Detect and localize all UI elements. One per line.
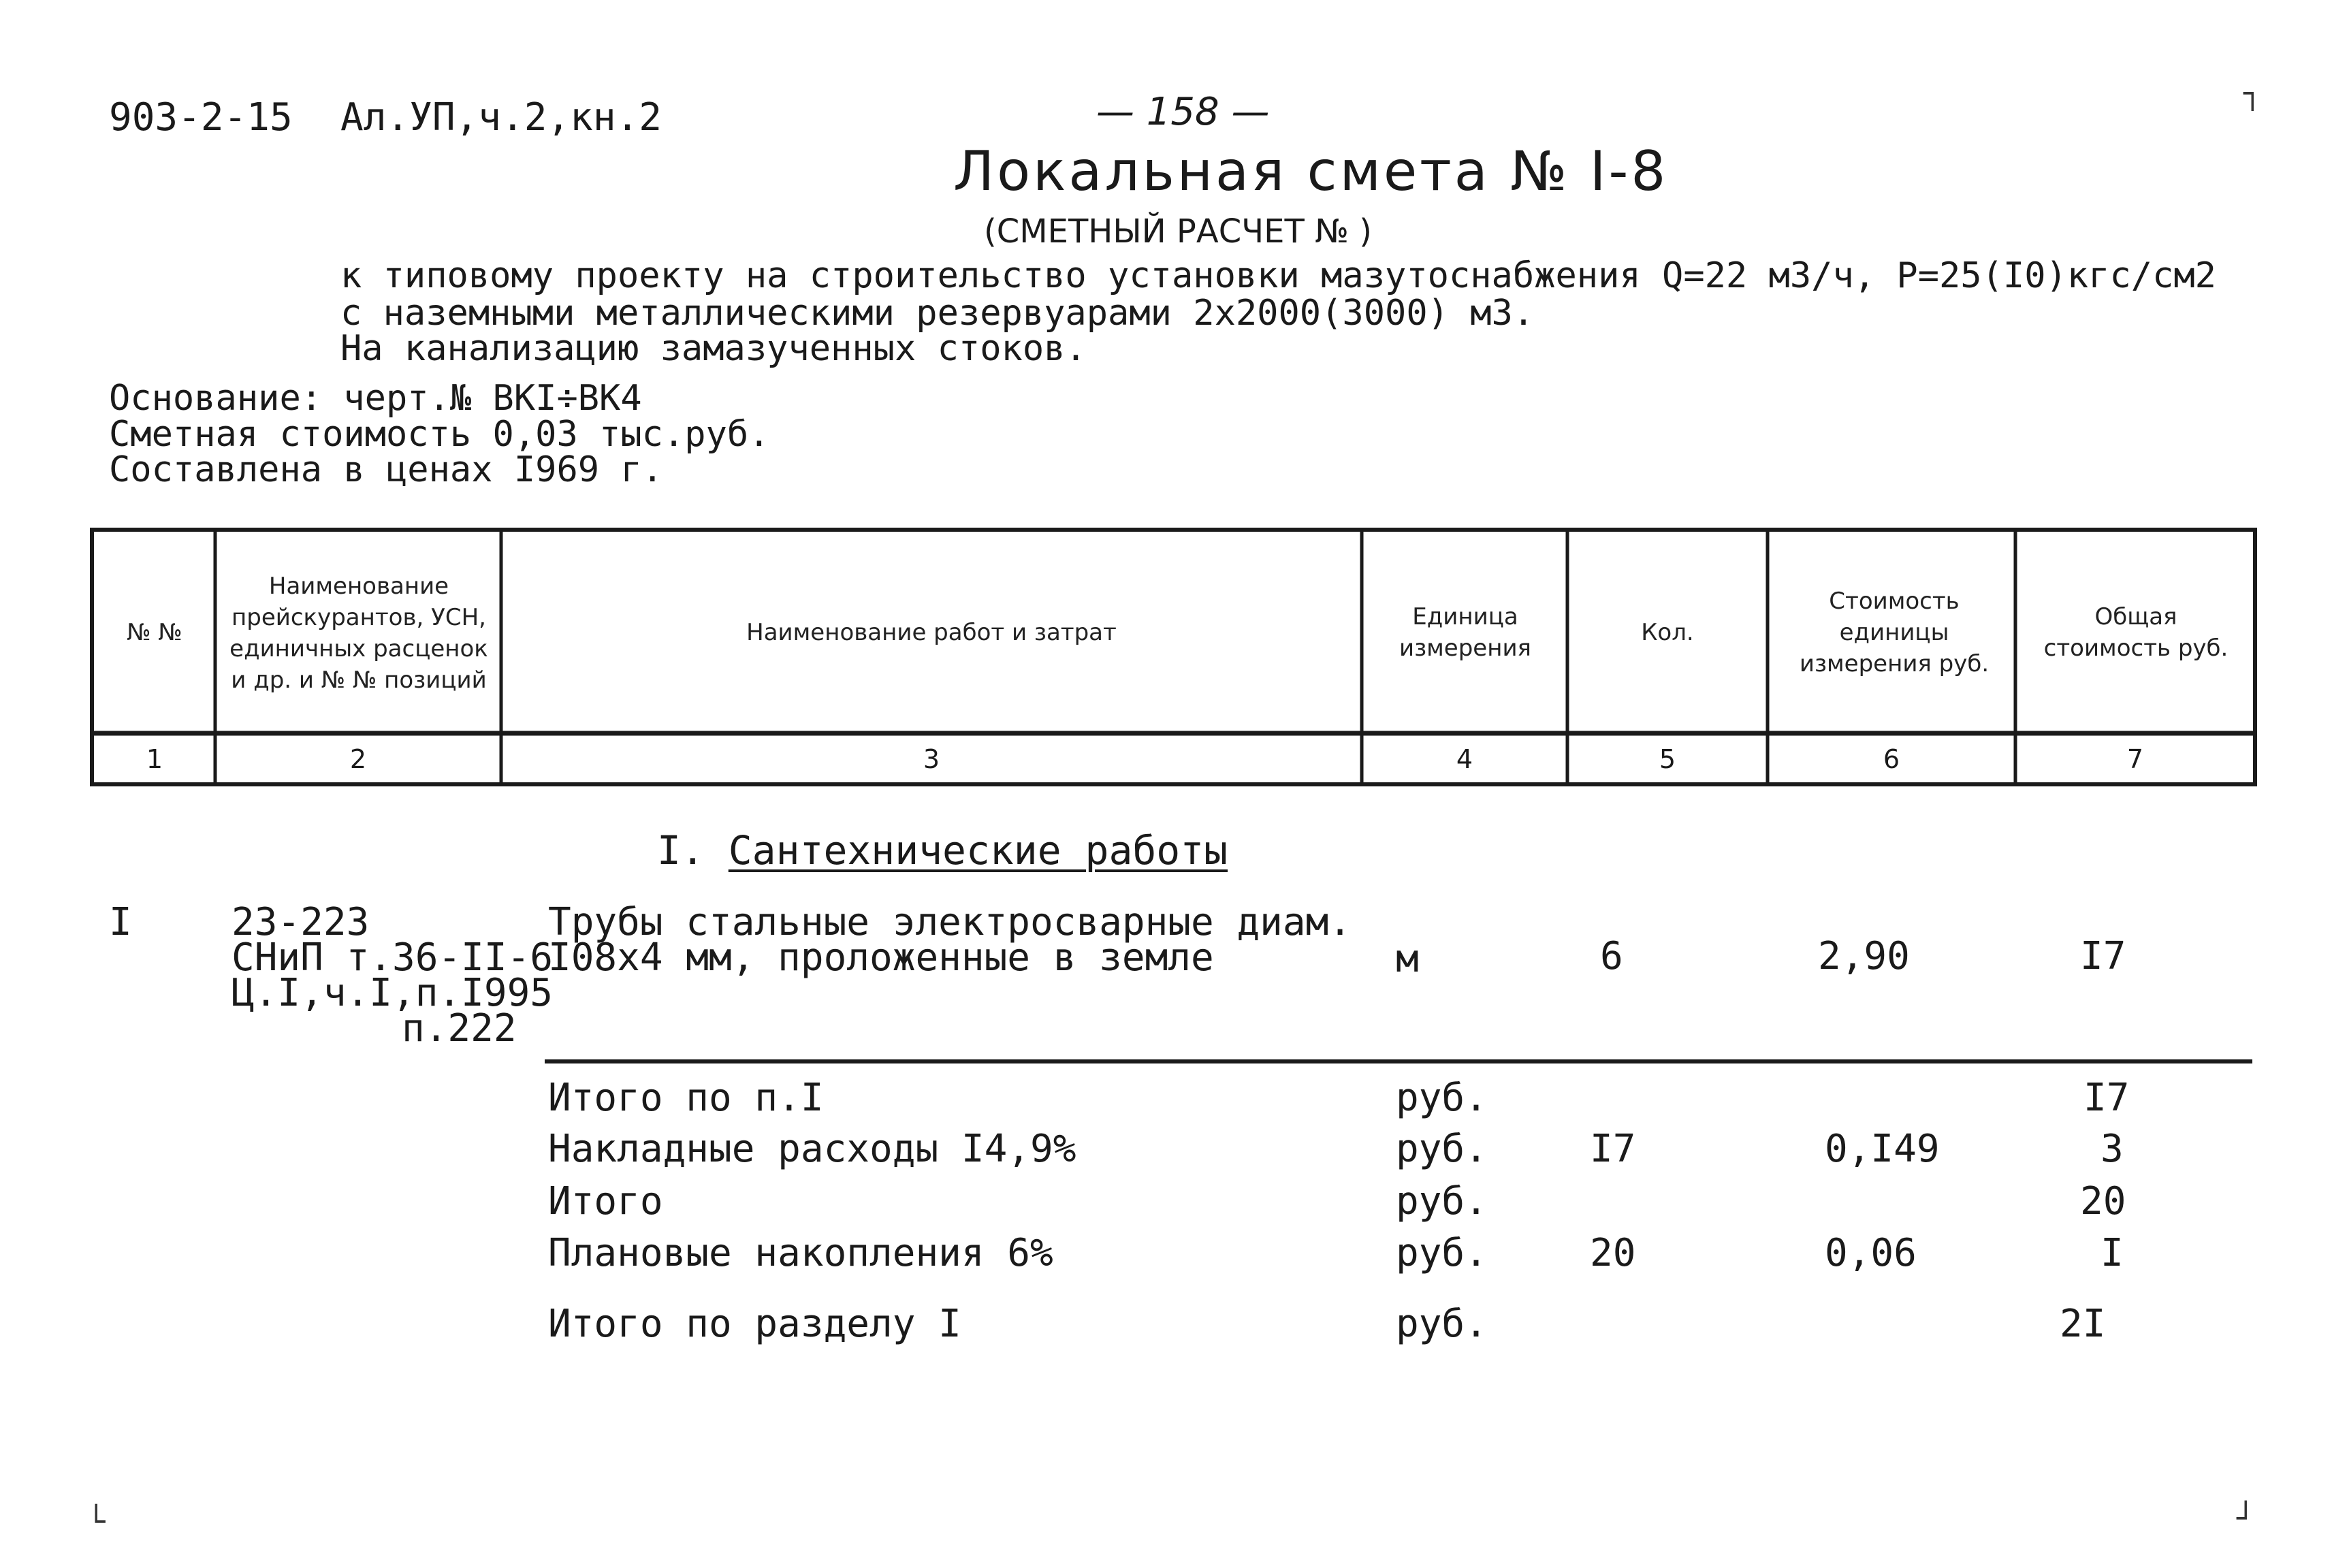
summary-unit: руб. <box>1396 1231 1488 1275</box>
summary-total: 3 <box>2101 1127 2124 1171</box>
estimate-basis: Основание: черт.№ ВКI÷ВК4 <box>109 378 642 419</box>
corner-mark: ┐ <box>2243 76 2262 111</box>
column-header-unit: Единица измерения <box>1399 603 1532 662</box>
summary-quantity: 20 <box>1590 1231 1636 1275</box>
section-name: Сантехнические работы <box>728 827 1228 874</box>
column-number: 5 <box>1659 744 1676 774</box>
document-subtitle: (СМЕТНЫЙ РАСЧЕТ № ) <box>984 212 1372 251</box>
item-code-line: п.222 <box>402 1006 517 1051</box>
price-level: Составлена в ценах I969 г. <box>109 449 663 490</box>
page-number: — 158 — <box>1096 90 1270 134</box>
column-header-work-name: Наименование работ и затрат <box>746 619 1117 646</box>
item-name-line: Трубы стальные электросварные диам. <box>548 900 1352 944</box>
summary-label: Накладные расходы I4,9% <box>548 1127 1076 1171</box>
column-header-price-reference: Наименование прейскурантов, УСН, единичных расценок и др. и № № позиций <box>229 573 488 694</box>
corner-mark: └ <box>87 1505 106 1539</box>
summary-total: I7 <box>2083 1076 2130 1120</box>
item-total: I7 <box>2080 934 2126 978</box>
item-name-line: I08х4 мм, проложенные в земле <box>548 935 1214 980</box>
section-title <box>657 827 1228 874</box>
column-number: 4 <box>1456 744 1473 774</box>
summary-unit: руб. <box>1396 1076 1488 1120</box>
estimate-table-header <box>90 528 2257 786</box>
column-number: 6 <box>1883 744 1900 774</box>
summary-rate: 0,I49 <box>1825 1127 1940 1171</box>
column-number: 2 <box>349 744 367 774</box>
item-code-line: СНиП т.36-II-6 <box>231 935 554 980</box>
summary-total: 2I <box>2060 1302 2106 1346</box>
summary-total: 20 <box>2080 1179 2126 1223</box>
summary-label: Плановые накопления 6% <box>548 1231 1053 1275</box>
column-header-quantity: Кол. <box>1641 619 1694 646</box>
summary-unit: руб. <box>1396 1127 1488 1171</box>
summary-quantity: I7 <box>1590 1127 1636 1171</box>
document-title: Локальная смета № I-8 <box>953 140 1669 203</box>
item-number: I <box>109 900 132 944</box>
summary-label: Итого <box>548 1179 663 1223</box>
column-number: 7 <box>2126 744 2144 774</box>
item-quantity: 6 <box>1600 934 1623 978</box>
item-code-line: 23-223 <box>231 900 370 944</box>
summary-total: I <box>2101 1231 2124 1275</box>
column-header-total-cost: Общая стоимость руб. <box>2043 603 2229 662</box>
album-reference: Ал.УП,ч.2,кн.2 <box>340 95 662 140</box>
item-unit: м <box>1396 937 1419 981</box>
summary-unit: руб. <box>1396 1302 1488 1346</box>
project-description-line: На канализацию замазученных стоков. <box>340 328 1087 369</box>
column-header-number: № № <box>127 619 182 646</box>
column-number: 1 <box>146 744 163 774</box>
summary-rate: 0,06 <box>1825 1231 1917 1275</box>
column-number: 3 <box>923 744 940 774</box>
project-description-line: к типовому проекту на строительство установки мазутоснабжения Q=22 м3/ч, Р=25(I0)кгс/см2 <box>340 255 2216 296</box>
estimated-cost: Сметная стоимость 0,03 тыс.руб. <box>109 414 770 455</box>
project-description-line: с наземными металлическими резервуарами 2х2000(3000) м3. <box>340 293 1535 334</box>
summary-unit: руб. <box>1396 1179 1488 1223</box>
summary-divider <box>545 1059 2252 1063</box>
item-code-line: Ц.I,ч.I,п.I995 <box>231 971 554 1015</box>
summary-label: Итого по п.I <box>548 1076 824 1120</box>
section-number: I. <box>657 827 705 874</box>
document-code: 903-2-15 <box>109 95 293 140</box>
item-unit-price: 2,90 <box>1818 934 1910 978</box>
corner-mark: ┘ <box>2237 1501 2255 1536</box>
column-header-unit-cost: Стоимость единицы измерения руб. <box>1799 588 1990 677</box>
summary-label: Итого по разделу I <box>548 1302 961 1346</box>
